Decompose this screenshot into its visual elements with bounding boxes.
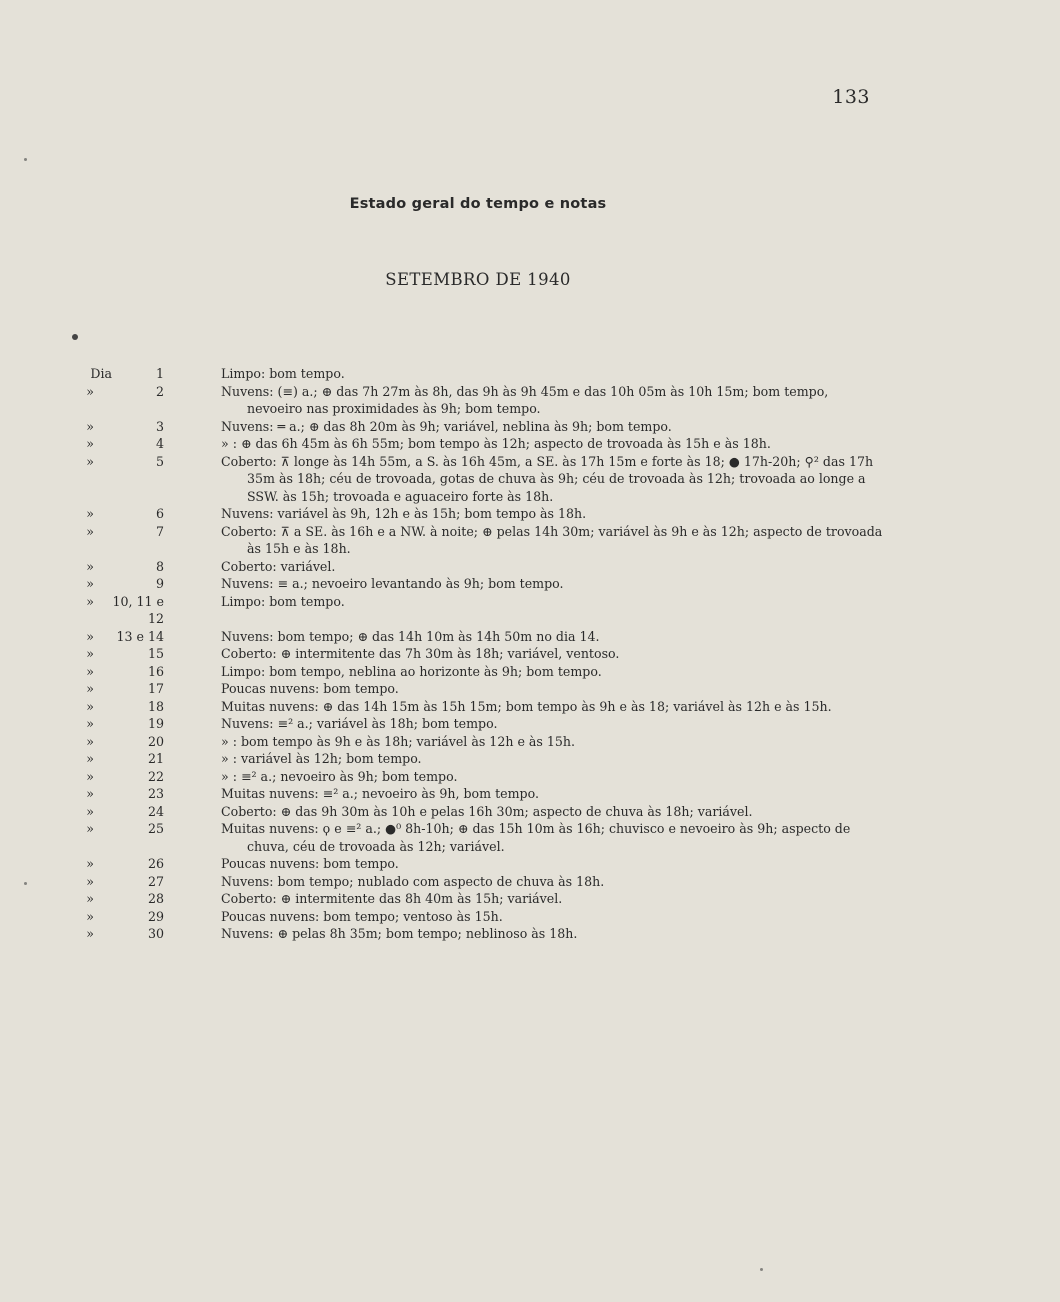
entry-text: Poucas nuvens: bom tempo. [221,681,399,696]
entry-label: » [86,926,94,941]
entry-label: » [86,716,94,731]
entry-row [0,890,1060,908]
page-number: 133 [832,86,870,108]
section-heading: Estado geral do tempo e notas [349,196,607,212]
entry-label: » [86,751,94,766]
entry-label: » [86,821,94,836]
entry-row [0,768,1060,786]
entry-text: » : ⊕ das 6h 45m às 6h 55m; bom tempo às 12h; aspecto de trovoada às 15h e às 18h. [221,436,771,451]
entry-label: » [86,768,94,784]
entry-row [0,733,1060,751]
entry-day: 3 [155,418,164,434]
entry-row [0,558,1060,576]
entry-text: Nuvens: bom tempo; nublado com aspecto de chuva às 18h. [221,873,605,889]
entry-row [0,435,1060,453]
entry-day: 17 [147,681,164,696]
entry-label: » [86,873,94,889]
entry-day: 13 e 14 [116,628,164,644]
entry-text: Muitas nuvens: ϙ e ≡² a.; ●⁰ 8h-10h; ⊕ das 15h 10m às 16h; chuvisco e nevoeiro às 9h; aspecto de chuva, céu de trovoada às 12h; variável. [221,821,851,854]
entry-label: » [86,891,94,906]
entry-label: » [86,681,94,696]
entry-label: » [86,558,94,574]
entry-row [0,698,1060,716]
entry-day: 22 [147,768,164,784]
entry-row [0,715,1060,733]
entry-day: 2 [155,383,164,399]
entry-label: » [86,698,94,714]
entry-day: 16 [147,663,164,679]
entry-day: 24 [147,803,164,819]
entry-text: Limpo: bom tempo. [221,593,345,609]
entry-label: » [86,733,94,749]
entry-day: 6 [155,506,164,521]
entry-text: Nuvens: variável às 9h, 12h e às 15h; bom tempo às 18h. [221,506,587,521]
entry-row [0,680,1060,698]
entry-row [0,575,1060,593]
entry-day: 10, 11 e 12 [112,593,164,626]
entry-label: » [86,803,94,819]
weather-notes-list [0,365,1060,943]
entry-text: Nuvens: bom tempo; ⊕ das 14h 10m às 14h 50m no dia 14. [221,628,600,644]
entry-day: 7 [155,523,164,539]
entry-label: » [86,453,94,469]
entry-text: Nuvens: ≡ a.; nevoeiro levantando às 9h; bom tempo. [221,576,564,591]
entry-row [0,908,1060,926]
entry-text: Coberto: ⊼ longe às 14h 55m, a S. às 16h 45m, a SE. às 17h 15m e forte às 18; ● 17h-20h; ⚲² das 17h 35m às 18h; céu de trovoada, gotas de chuva às 9h; céu de trovoada às 12h; trovoada ao longe a SSW. às 15h; trovoada e aguaceiro forte às 18h. [221,453,874,504]
entry-label: » [86,646,94,661]
entry-label: » [86,593,94,609]
entry-label: » [86,436,94,451]
entry-text: Nuvens: (≡) a.; ⊕ das 7h 27m às 8h, das 9h às 9h 45m e das 10h 05m às 10h 15m; bom tempo, nevoeiro nas proximidades às 9h; bom tempo. [221,383,829,416]
entry-row [0,873,1060,891]
entry-label: » [86,506,94,521]
entry-text: Limpo: bom tempo, neblina ao horizonte às 9h; bom tempo. [221,663,602,679]
entry-text: Muitas nuvens: ⊕ das 14h 15m às 15h 15m; bom tempo às 9h e às 18; variável às 12h e às 15h. [221,698,832,714]
entry-text: » : bom tempo às 9h e às 18h; variável às 12h e às 15h. [221,733,576,749]
entry-text: Nuvens: ⊕ pelas 8h 35m; bom tempo; neblinoso às 18h. [221,926,578,941]
entry-day: 25 [147,821,164,836]
entry-day: 5 [155,453,164,469]
entry-text: Nuvens: ═ a.; ⊕ das 8h 20m às 9h; variável, neblina às 9h; bom tempo. [221,418,672,434]
entry-text: Limpo: bom tempo. [221,366,345,381]
entry-row [0,593,1060,628]
entry-text: Coberto: ⊕ das 9h 30m às 10h e pelas 16h 30m; aspecto de chuva às 18h; variável. [221,803,753,819]
entry-day: 8 [155,558,164,574]
entry-row [0,645,1060,663]
entry-label: Dia [90,366,112,381]
entry-text: Muitas nuvens: ≡² a.; nevoeiro às 9h, bom tempo. [221,786,539,801]
entry-text: » : ≡² a.; nevoeiro às 9h; bom tempo. [221,768,458,784]
entry-row [0,383,1060,418]
entry-text: Poucas nuvens: bom tempo; ventoso às 15h. [221,908,503,924]
entry-row [0,925,1060,943]
entry-label: » [86,786,94,801]
entry-row [0,750,1060,768]
entry-day: 15 [147,646,164,661]
entry-day: 4 [155,436,164,451]
entry-day: 19 [147,716,164,731]
entry-day: 23 [147,786,164,801]
entry-day: 18 [147,698,164,714]
entry-row [0,785,1060,803]
entry-day: 28 [147,891,164,906]
entry-label: » [86,383,94,399]
entry-text: Coberto: ⊕ intermitente das 8h 40m às 15h; variável. [221,891,563,906]
entry-day: 26 [147,856,164,871]
entry-label: » [86,628,94,644]
entry-row [0,628,1060,646]
entry-text: » : variável às 12h; bom tempo. [221,751,422,766]
entry-day: 30 [147,926,164,941]
entry-row [0,453,1060,506]
entry-label: » [86,908,94,924]
entry-label: » [86,418,94,434]
entry-day: 29 [147,908,164,924]
entry-row [0,418,1060,436]
entry-row [0,820,1060,855]
entry-row [0,803,1060,821]
entry-day: 27 [147,873,164,889]
month-title: SETEMBRO DE 1940 [385,270,571,289]
entry-day: 20 [147,733,164,749]
entry-label: » [86,856,94,871]
entry-label: » [86,663,94,679]
entry-row [0,505,1060,523]
entry-day: 21 [147,751,164,766]
entry-label: » [86,523,94,539]
entry-text: Coberto: ⊕ intermitente das 7h 30m às 18h; variável, ventoso. [221,646,620,661]
entry-row [0,365,1060,383]
entry-row [0,855,1060,873]
entry-text: Coberto: ⊼ a SE. às 16h e a NW. à noite; ⊕ pelas 14h 30m; variável às 9h e às 12h; aspecto de trovoada às 15h e às 18h. [221,523,883,556]
entry-text: Nuvens: ≡² a.; variável às 18h; bom tempo. [221,716,498,731]
entry-label: » [86,576,94,591]
entry-day: 9 [155,576,164,591]
entry-row [0,663,1060,681]
entry-text: Poucas nuvens: bom tempo. [221,856,399,871]
entry-text: Coberto: variável. [221,558,336,574]
entry-row [0,523,1060,558]
entry-day: 1 [155,366,164,381]
